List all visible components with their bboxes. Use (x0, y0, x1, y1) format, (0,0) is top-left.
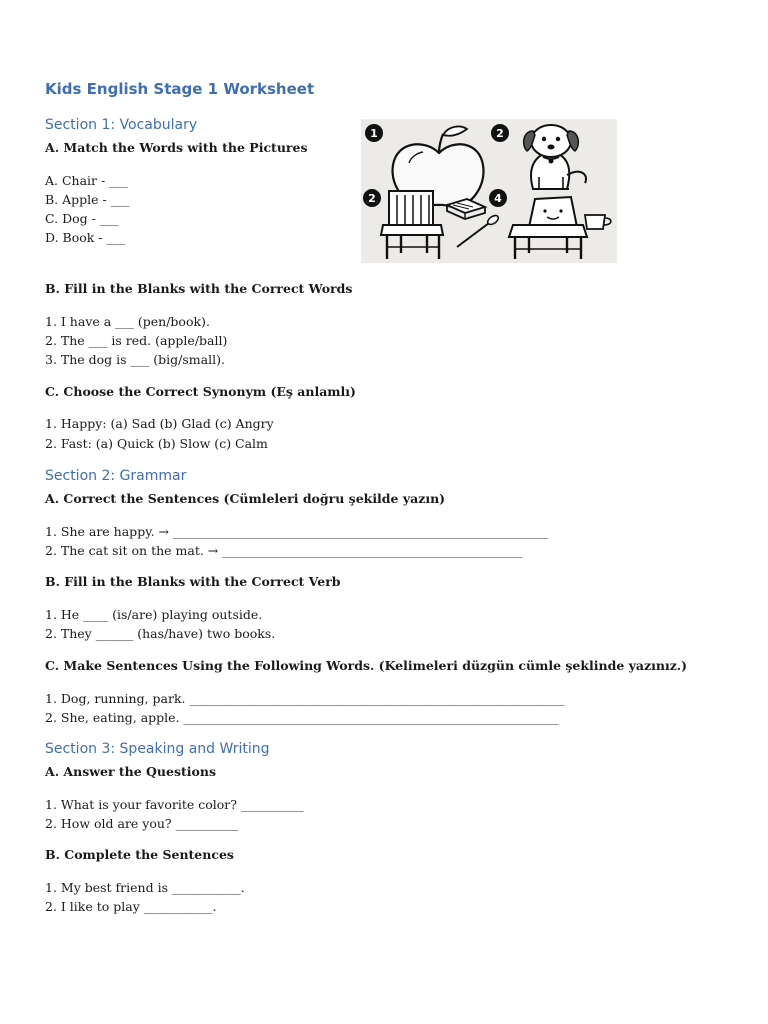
list-item: 1. What is your favorite color? __________ (45, 797, 304, 812)
section1-partA-heading: A. Match the Words with the Pictures (45, 140, 308, 155)
list-item: 2. The ___ is red. (apple/ball) (45, 333, 228, 348)
number-badge-4 (489, 189, 507, 207)
list-item: 2. The cat sit on the mat. → ________________________________________________ (45, 543, 523, 558)
svg-text:2: 2 (496, 127, 504, 140)
vocabulary-picture (361, 119, 617, 263)
list-item: 3. The dog is ___ (big/small). (45, 352, 225, 367)
section1-partB-heading: B. Fill in the Blanks with the Correct Words (45, 281, 353, 296)
list-item: 1. Dog, running, park. ____________________________________________________________ (45, 691, 565, 706)
svg-text:1: 1 (370, 127, 378, 140)
list-item: D. Book - ___ (45, 230, 126, 245)
number-badge-3 (363, 189, 381, 207)
section1-partC-heading: C. Choose the Correct Synonym (Eş anlamlı) (45, 384, 356, 399)
section2-heading: Section 2: Grammar (45, 468, 187, 484)
number-badge-1 (365, 124, 383, 142)
section3-partA-heading: A. Answer the Questions (45, 764, 216, 779)
list-item: 1. I have a ___ (pen/book). (45, 314, 210, 329)
list-item: A. Chair - ___ (45, 173, 128, 188)
list-item: 2. I like to play ___________. (45, 899, 217, 914)
list-item: 1. He ____ (is/are) playing outside. (45, 607, 263, 622)
svg-text:4: 4 (494, 192, 502, 205)
svg-text:2: 2 (368, 192, 376, 205)
section2-partC-heading: C. Make Sentences Using the Following Words. (Kelimeleri düzgün cümle şeklinde yazınız.) (45, 658, 688, 673)
list-item: 1. She are happy. → ____________________________________________________________ (45, 524, 548, 539)
section2-partA-heading: A. Correct the Sentences (Cümleleri doğru şekilde yazın) (45, 491, 446, 506)
section2-partB-heading: B. Fill in the Blanks with the Correct Verb (45, 574, 341, 589)
list-item: 1. My best friend is ___________. (45, 880, 245, 895)
section3-partB-heading: B. Complete the Sentences (45, 847, 234, 862)
page-title: Kids English Stage 1 Worksheet (45, 80, 315, 98)
section1-heading: Section 1: Vocabulary (45, 117, 198, 133)
list-item: C. Dog - ___ (45, 211, 119, 226)
list-item: 2. They ______ (has/have) two books. (45, 626, 276, 641)
list-item: 2. She, eating, apple. ____________________________________________________________ (45, 710, 559, 725)
list-item: 1. Happy: (a) Sad (b) Glad (c) Angry (45, 416, 274, 431)
number-badge-2 (491, 124, 509, 142)
section3-heading: Section 3: Speaking and Writing (45, 741, 270, 757)
list-item: B. Apple - ___ (45, 192, 130, 207)
list-item: 2. How old are you? __________ (45, 816, 239, 831)
list-item: 2. Fast: (a) Quick (b) Slow (c) Calm (45, 436, 268, 451)
